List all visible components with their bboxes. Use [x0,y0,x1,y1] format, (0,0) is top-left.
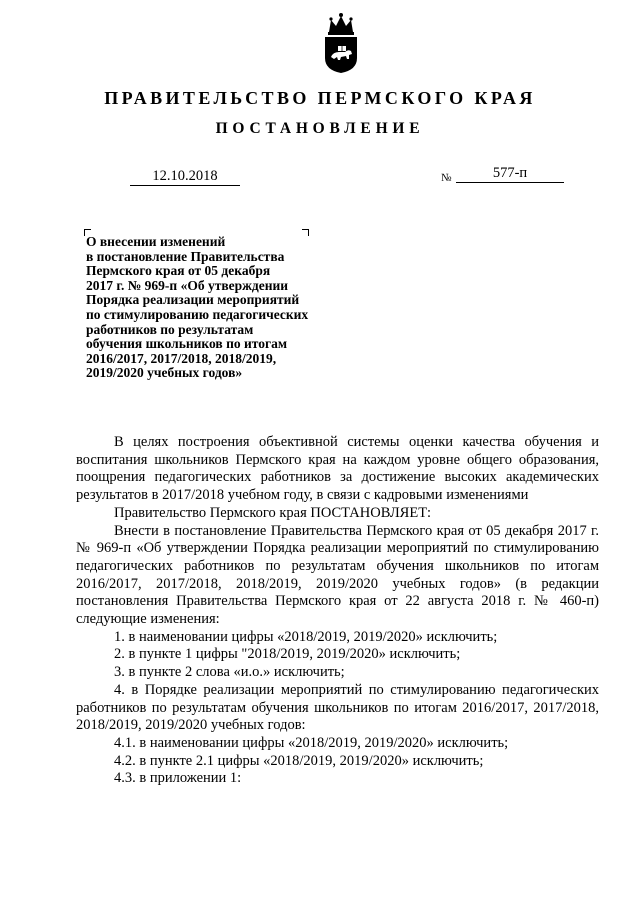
subject-line: 2019/2020 учебных годов» [86,365,243,381]
number-sign: № [441,172,452,184]
subject-line: по стимулированию педагогических [86,306,309,322]
list-item: 4.3. в приложении 1: [114,770,242,787]
subject-line: 2016/2017, 2017/2018, 2018/2019, [86,350,277,366]
list-item: 2. в пункте 1 цифры "2018/2019, 2019/2020» исключить; [114,646,461,663]
subject-line: обучения школьников по итогам [86,336,288,352]
list-item: 4.2. в пункте 2.1 цифры «2018/2019, 2019/2020» исключить; [114,752,484,769]
subject-line: 2017 г. № 969-п «Об утверждении [86,277,289,293]
perm-krai-coat-of-arms-icon [321,12,361,74]
preamble-paragraph: В целях построения объективной системы оценки качества обучения и воспитания школьников Пермского края на каждом уровне общего образования, поощрения педагогических работников за достижение высоких академических результатов в 2017/2018 учебном году, в связи с кадровыми изменениями [76,434,599,504]
list-item: 3. в пункте 2 слова «и.о.» исключить; [114,664,345,681]
list-item: 4.1. в наименовании цифры «2018/2019, 2019/2020» исключить; [114,734,509,751]
list-item: 1. в наименовании цифры «2018/2019, 2019/2020» исключить; [114,628,498,645]
subject-line: Пермского края от 05 декабря [86,263,271,279]
intro-paragraph: Внести в постановление Правительства Пермского края от 05 декабря 2017 г. № 969-п «Об утверждении Порядка реализации мероприятий по стимулированию педагогических работников по результатам обучения школьников по итогам 2016/2017, 2017/2018, 2018/2019, 2019/2020 учебных годов» (в редакции постановления Правительства Пермского края от 22 августа 2018 г. № 460-п) следующие изменения: [76,522,599,628]
document-subject [86,235,346,381]
subject-line: работников по результатам [86,321,254,337]
subject-line: в постановление Правительства [86,248,285,264]
government-title: ПРАВИТЕЛЬСТВО ПЕРМСКОГО КРАЯ [104,88,536,108]
document-date: 12.10.2018 [130,168,240,186]
subject-line: Порядка реализации мероприятий [86,292,300,308]
document-body [76,434,599,788]
resolves-paragraph: Правительство Пермского края ПОСТАНОВЛЯЕТ: [114,504,432,521]
subject-line: О внесении изменений [86,234,226,249]
document-number: 577-п [456,165,564,183]
list-item: 4. в Порядке реализации мероприятий по стимулированию педагогических работников по результатам обучения школьников по итогам 2016/2017, 2017/2018, 2018/2019, 2019/2020 учебных годов: [76,681,599,734]
document-type: ПОСТАНОВЛЕНИЕ [215,120,425,137]
